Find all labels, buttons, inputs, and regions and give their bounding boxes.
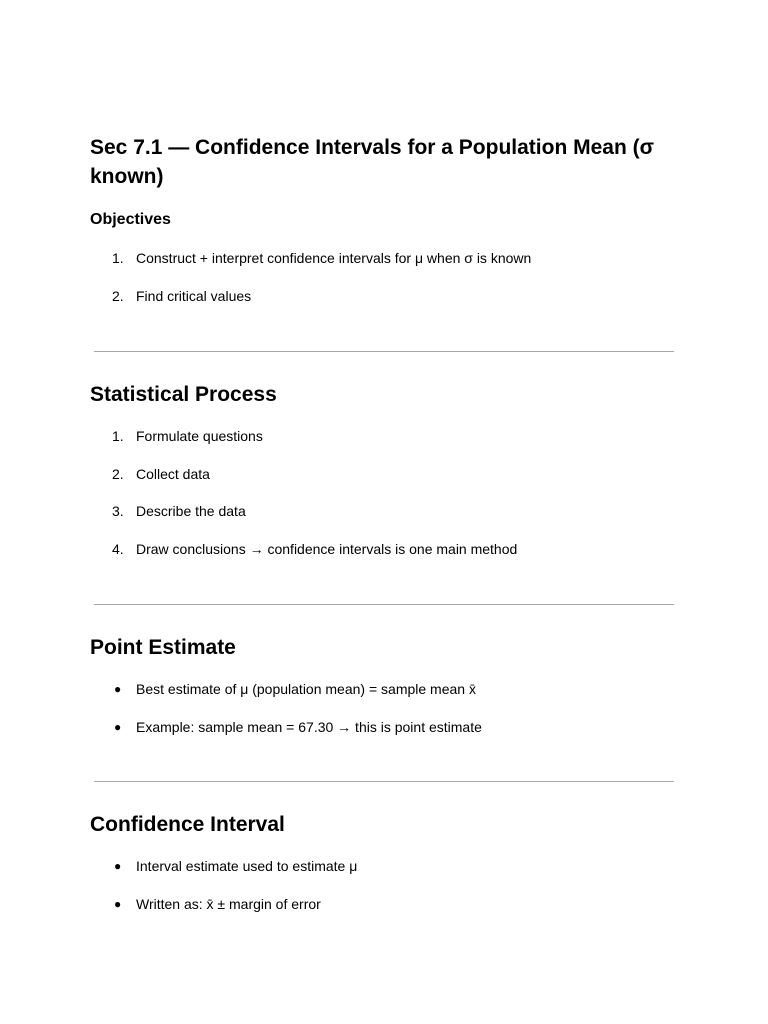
section-divider <box>94 604 674 605</box>
bullet-icon: ● <box>114 719 122 734</box>
list-item-text: Find critical values <box>136 287 252 304</box>
objectives-heading: Objectives <box>90 211 171 228</box>
section-divider <box>94 781 674 782</box>
bullet-icon: ● <box>114 859 122 873</box>
list-marker: 2. <box>112 287 124 304</box>
list-item-text: Construct + interpret confidence intervals for μ when σ is known <box>136 250 532 266</box>
list-item-text: Describe the data <box>136 503 246 520</box>
section-divider <box>94 351 674 352</box>
page-title: Sec 7.1 — Confidence Intervals for a Population Mean (σ known) <box>90 136 654 188</box>
list-item-text: Formulate questions <box>136 428 263 444</box>
bullet-icon: ● <box>114 682 122 696</box>
list-item-text: Example: sample mean = 67.30 → this is point estimate <box>136 718 482 735</box>
list-marker: 2. <box>112 465 124 482</box>
point-estimate-heading: Point Estimate <box>90 636 236 659</box>
statistical-process-heading: Statistical Process <box>90 383 277 406</box>
list-marker: 3. <box>112 503 124 520</box>
bullet-icon: ● <box>114 896 122 911</box>
list-marker: 1. <box>112 428 124 444</box>
list-marker: 1. <box>112 250 124 266</box>
list-item-text: Interval estimate used to estimate μ <box>136 858 358 874</box>
list-item-text: Collect data <box>136 465 210 482</box>
list-marker: 4. <box>112 541 124 558</box>
list-item-text: Best estimate of μ (population mean) = sample mean x̄ <box>136 681 476 697</box>
confidence-interval-heading: Confidence Interval <box>90 813 285 836</box>
list-item-text: Draw conclusions → confidence intervals is one main method <box>136 541 518 558</box>
list-item-text: Written as: x̄ ± margin of error <box>136 895 321 912</box>
